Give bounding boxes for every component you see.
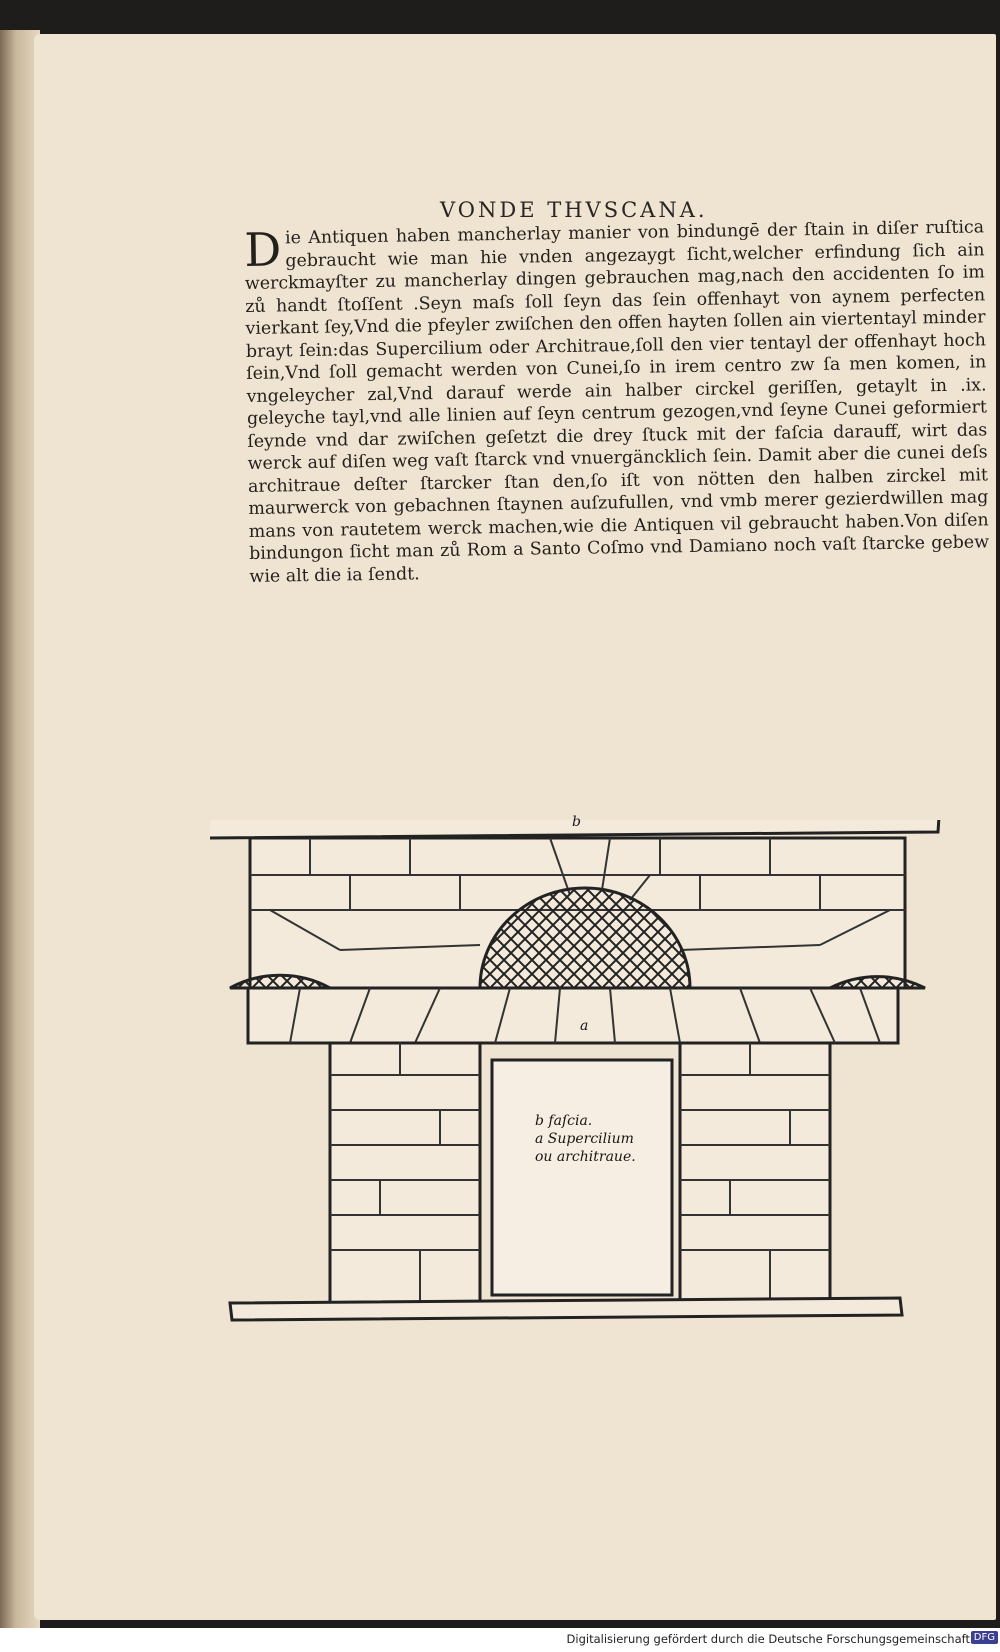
- figure-legend: [535, 1112, 636, 1166]
- legend-line-supercilium: a Supercilium: [535, 1131, 634, 1147]
- footer-credit: Digitalisierung gefördert durch die Deutsche Forschungsgemeinschaft: [566, 1632, 970, 1646]
- drop-cap: D: [243, 222, 282, 277]
- arch-drawing: [210, 820, 990, 1390]
- label-b: b: [572, 814, 581, 830]
- label-a: a: [580, 1018, 589, 1034]
- digitization-footer: [0, 1628, 1000, 1652]
- body-paragraph: ie Antiquen haben mancherlay manier von bindungē der ſtain in diſer ruſtica gebraucht wie man hie vnden angezaygt ſicht,welcher erfindung ſich ain werckmayſter zu mancherlay dingen gebrauchen mag,nach den accidenten ſo im zů handt ſtoſſent .Seyn maſs ſoll ſeyn das ſein offenhayt von aynem perfecten vierkant ſey,Vnd die pfeyler zwiſchen den offen hayten ſollen ain viertentayl minder brayt ſein:das Supercilium oder Architraue,ſoll den vier tentayl der offenhayt hoch ſein,Vnd ſoll gemacht werden von Cunei,ſo in irem centro zw ſa men komen, in vngeleycher zal,Vnd darauf werde ain halber circkel geriſſen, getaylt in .ix. geleyche tayl,vnd alle linien auf ſeyn centrum gezogen,vnd ſeyne Cunei geformiert ſeynde vnd dar zwiſchen geſetzt die drey ſtuck mit der faſcia darauff, wirt das werck auf diſen weg vaſt ſtarck vnd vnuergäncklich ſein. Damit aber die cunei deſs architraue deſter ſtarcker ſtan den,ſo iſt von nötten den halben zirckel mit maurwerck von gebachnen ſtaynen auſzufullen, vnd vmb merer gezierdwillen mag mans von rautetem werck machen,wie die Antiquen vil gebraucht haben.Von diſen bindungon ſicht man zů Rom a Santo Coſmo vnd Damiano noch vaſt ſtarcke gebew wie alt die ia ſendt.: [244, 217, 990, 587]
- legend-line-fascia: b faſcia.: [535, 1113, 593, 1129]
- page-title: VONDE THVSCANA.: [440, 198, 708, 222]
- woodcut-illustration: [210, 814, 990, 1390]
- body-text: [244, 216, 990, 588]
- dfg-logo: DFG: [971, 1631, 998, 1644]
- legend-line-architrave: ou architraue.: [535, 1149, 636, 1165]
